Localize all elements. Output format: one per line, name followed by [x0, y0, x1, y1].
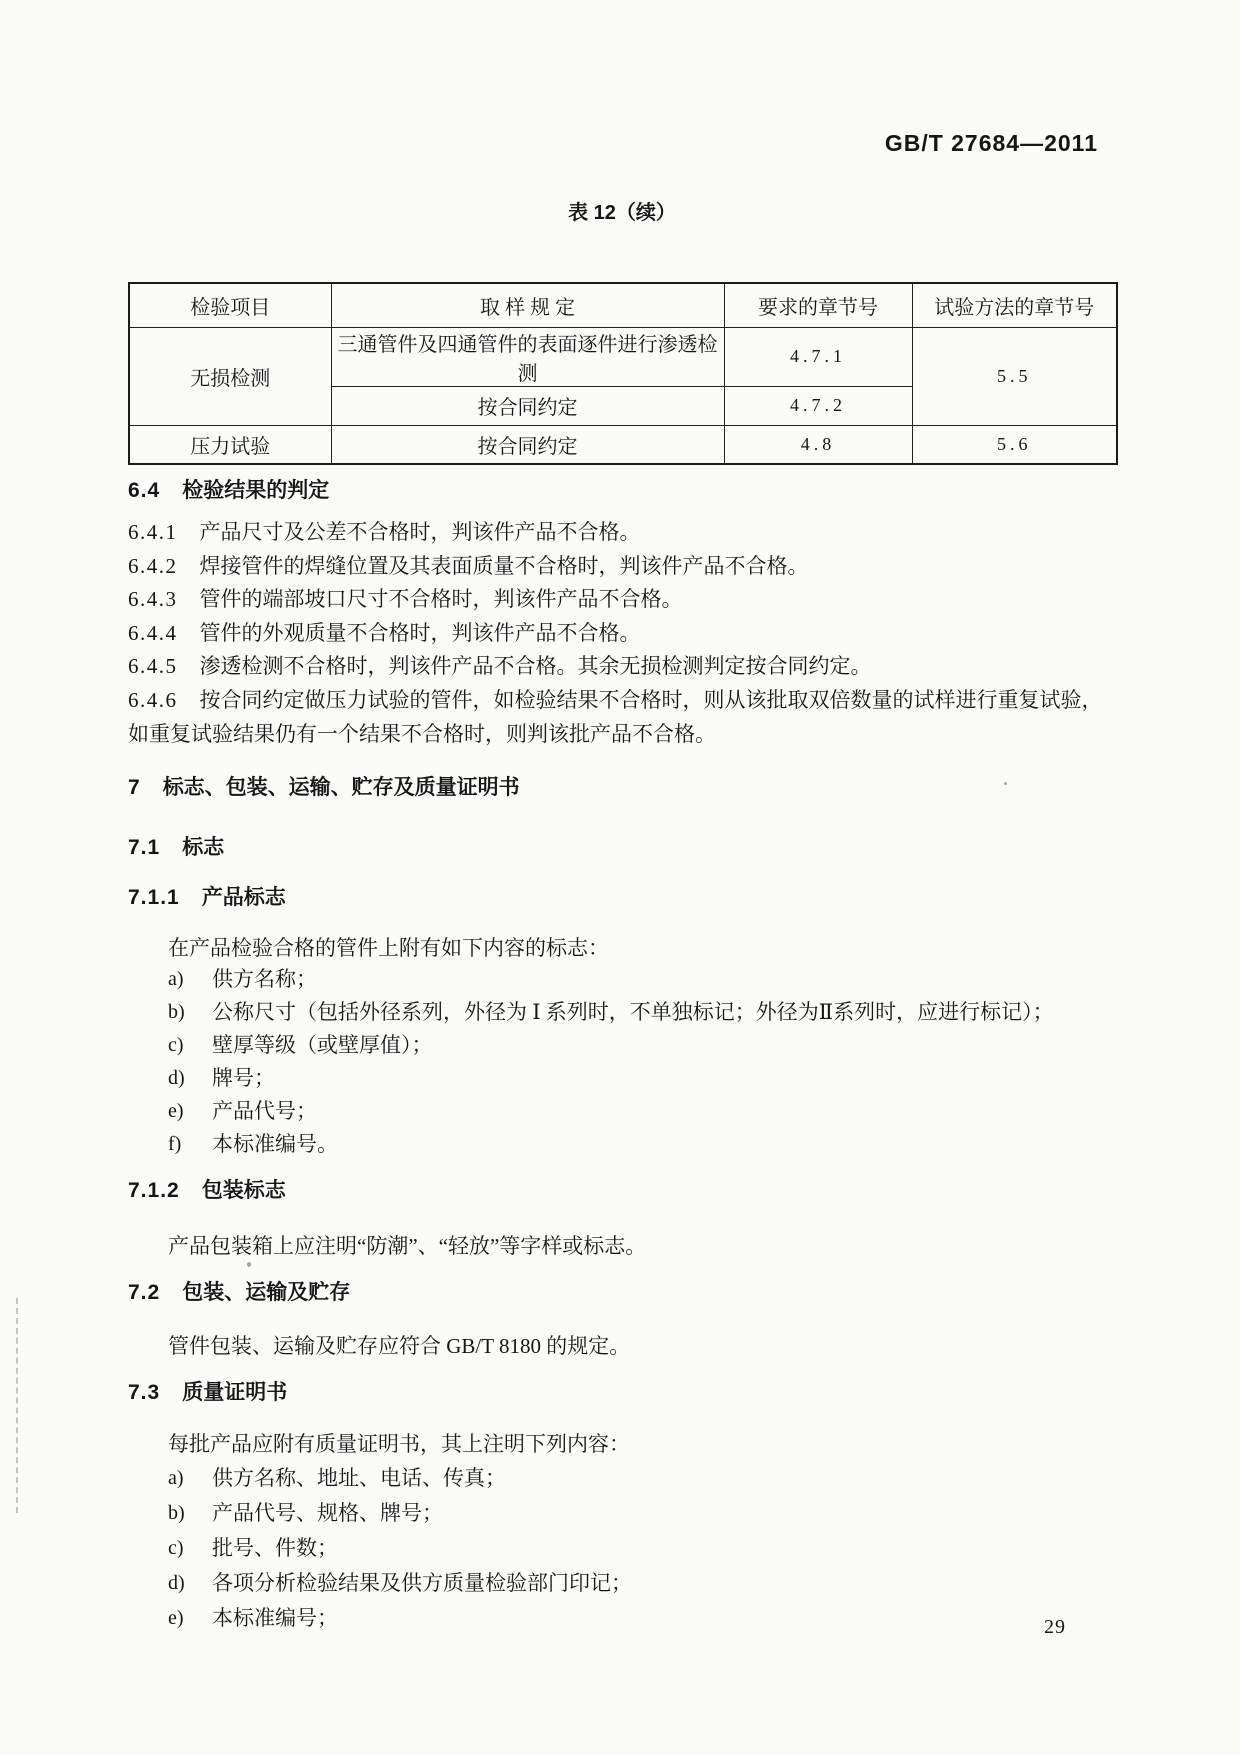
scan-artifact — [16, 1298, 18, 1513]
table-title: 表 12（续） — [568, 202, 676, 224]
clause-6-4-3 — [128, 582, 1120, 616]
col-header-requirement-clause: 要求的章节号 — [724, 283, 912, 327]
list-item-text: 产品代号； — [212, 1099, 317, 1123]
list-item-text: 公称尺寸（包括外径系列，外径为 Ⅰ 系列时，不单独标记；外径为Ⅱ系列时，应进行标记）； — [212, 1000, 1054, 1024]
list-item — [168, 1095, 1128, 1128]
cell-method-clause: 5.6 — [912, 425, 1117, 464]
list-item-text: 产品代号、规格、牌号； — [212, 1501, 443, 1525]
product-mark-intro: 在产品检验合格的管件上附有如下内容的标志： — [168, 936, 609, 960]
cell-sampling: 按合同约定 — [331, 386, 724, 425]
section-number: 6.4 — [128, 479, 161, 502]
list-item-text: 各项分析检验结果及供方质量检验部门印记； — [212, 1571, 632, 1595]
clause-number: 6.4.3 — [128, 587, 178, 611]
list-marker: d) — [168, 1572, 185, 1594]
list-item-text: 供方名称、地址、电话、传真； — [212, 1466, 506, 1490]
list-item-text: 牌号； — [212, 1066, 275, 1090]
clause-text: 管件的外观质量不合格时，判该件产品不合格。 — [199, 621, 641, 645]
list-marker: a) — [168, 968, 184, 990]
cell-inspection-item: 压力试验 — [129, 425, 331, 464]
section-title: 包装标志 — [201, 1179, 286, 1202]
list-marker: e) — [168, 1607, 184, 1629]
section-title: 标志 — [182, 836, 225, 859]
table-header-row — [129, 283, 1117, 327]
section-title: 检验结果的判定 — [182, 479, 330, 502]
clause-6-4-2 — [128, 549, 1120, 583]
section-title: 标志、包装、运输、贮存及质量证明书 — [162, 776, 520, 799]
cell-method-clause: 5.5 — [912, 327, 1117, 425]
list-item-text: 壁厚等级（或壁厚值）； — [212, 1033, 433, 1057]
product-mark-list — [168, 963, 1128, 1161]
section-7-1-heading — [128, 835, 1118, 861]
list-item — [168, 1461, 1128, 1496]
scan-artifact — [1004, 782, 1007, 785]
list-item — [168, 1496, 1128, 1531]
cell-req-clause: 4.7.1 — [724, 327, 912, 386]
list-marker: c) — [168, 1537, 184, 1559]
list-marker: e) — [168, 1100, 184, 1122]
list-marker: c) — [168, 1034, 184, 1056]
section-number: 7.1.2 — [128, 1179, 180, 1202]
section-number: 7.2 — [128, 1281, 161, 1304]
section-title: 质量证明书 — [182, 1381, 288, 1404]
clause-6-4-1 — [128, 515, 1120, 549]
cell-req-clause: 4.7.2 — [724, 386, 912, 425]
clause-6-4-4 — [128, 616, 1120, 650]
col-header-sampling-rule: 取 样 规 定 — [331, 283, 724, 327]
clause-number: 6.4.6 — [128, 688, 178, 712]
section-7-heading — [128, 775, 1118, 801]
list-item — [168, 1531, 1128, 1566]
page-number: 29 — [1044, 1616, 1066, 1638]
list-item — [168, 963, 1128, 996]
quality-cert-intro: 每批产品应附有质量证明书，其上注明下列内容： — [168, 1432, 630, 1456]
cell-inspection-item: 无损检测 — [129, 327, 331, 425]
section-title: 包装、运输及贮存 — [182, 1281, 351, 1304]
list-item — [168, 1128, 1128, 1161]
clause-text: 管件的端部坡口尺寸不合格时，判该件产品不合格。 — [199, 587, 683, 611]
clause-6-4-5 — [128, 649, 1120, 683]
list-marker: b) — [168, 1502, 185, 1524]
section-title: 产品标志 — [201, 886, 286, 909]
section-7-2-heading — [128, 1280, 1118, 1306]
clause-number: 6.4.4 — [128, 621, 178, 645]
list-item — [168, 1566, 1128, 1601]
clause-number: 6.4.1 — [128, 520, 178, 544]
inspection-table — [128, 282, 1118, 465]
clause-text: 产品尺寸及公差不合格时，判该件产品不合格。 — [199, 520, 641, 544]
list-item-text: 本标准编号； — [212, 1606, 338, 1630]
list-item-text: 本标准编号。 — [212, 1132, 338, 1156]
packing-mark-body: 产品包装箱上应注明“防潮”、“轻放”等字样或标志。 — [168, 1234, 647, 1258]
clause-text: 渗透检测不合格时，判该件产品不合格。其余无损检测判定按合同约定。 — [199, 654, 872, 678]
list-item — [168, 1062, 1128, 1095]
list-marker: f) — [168, 1133, 182, 1155]
standard-number: GB/T 27684—2011 — [884, 130, 1098, 156]
section-number: 7 — [128, 776, 141, 799]
section-7-1-1-heading — [128, 885, 1118, 911]
cell-sampling: 按合同约定 — [331, 425, 724, 464]
list-item — [168, 1601, 1128, 1636]
clause-number: 6.4.2 — [128, 554, 178, 578]
list-item-text: 批号、件数； — [212, 1536, 338, 1560]
list-marker: d) — [168, 1067, 185, 1089]
list-item-text: 供方名称； — [212, 967, 317, 991]
clause-text: 焊接管件的焊缝位置及其表面质量不合格时，判该件产品不合格。 — [199, 554, 809, 578]
clause-number: 6.4.5 — [128, 654, 178, 678]
col-header-test-method-clause: 试验方法的章节号 — [912, 283, 1117, 327]
scan-artifact — [247, 1262, 251, 1267]
section-7-1-2-heading — [128, 1178, 1118, 1204]
section-number: 7.1 — [128, 836, 161, 859]
clause-6-4-6 — [128, 683, 1120, 751]
list-marker: b) — [168, 1001, 185, 1023]
cell-sampling: 三通管件及四通管件的表面逐件进行渗透检测 — [331, 327, 724, 386]
section-number: 7.3 — [128, 1381, 161, 1404]
list-marker: a) — [168, 1467, 184, 1489]
cell-req-clause: 4.8 — [724, 425, 912, 464]
section-7-3-heading — [128, 1380, 1118, 1406]
packing-transport-body: 管件包装、运输及贮存应符合 GB/T 8180 的规定。 — [168, 1334, 631, 1358]
col-header-inspection-item: 检验项目 — [129, 283, 331, 327]
list-item — [168, 1029, 1128, 1062]
quality-cert-list — [168, 1461, 1128, 1636]
table-row — [129, 425, 1117, 464]
clause-text: 按合同约定做压力试验的管件，如检验结果不合格时，则从该批取双倍数量的试样进行重复试验，如重复试验结果仍有一个结果不合格时，则判该批产品不合格。 — [128, 688, 1103, 746]
section-6-4-heading — [128, 478, 1118, 504]
list-item — [168, 996, 1128, 1029]
section-number: 7.1.1 — [128, 886, 180, 909]
table-row — [129, 327, 1117, 386]
